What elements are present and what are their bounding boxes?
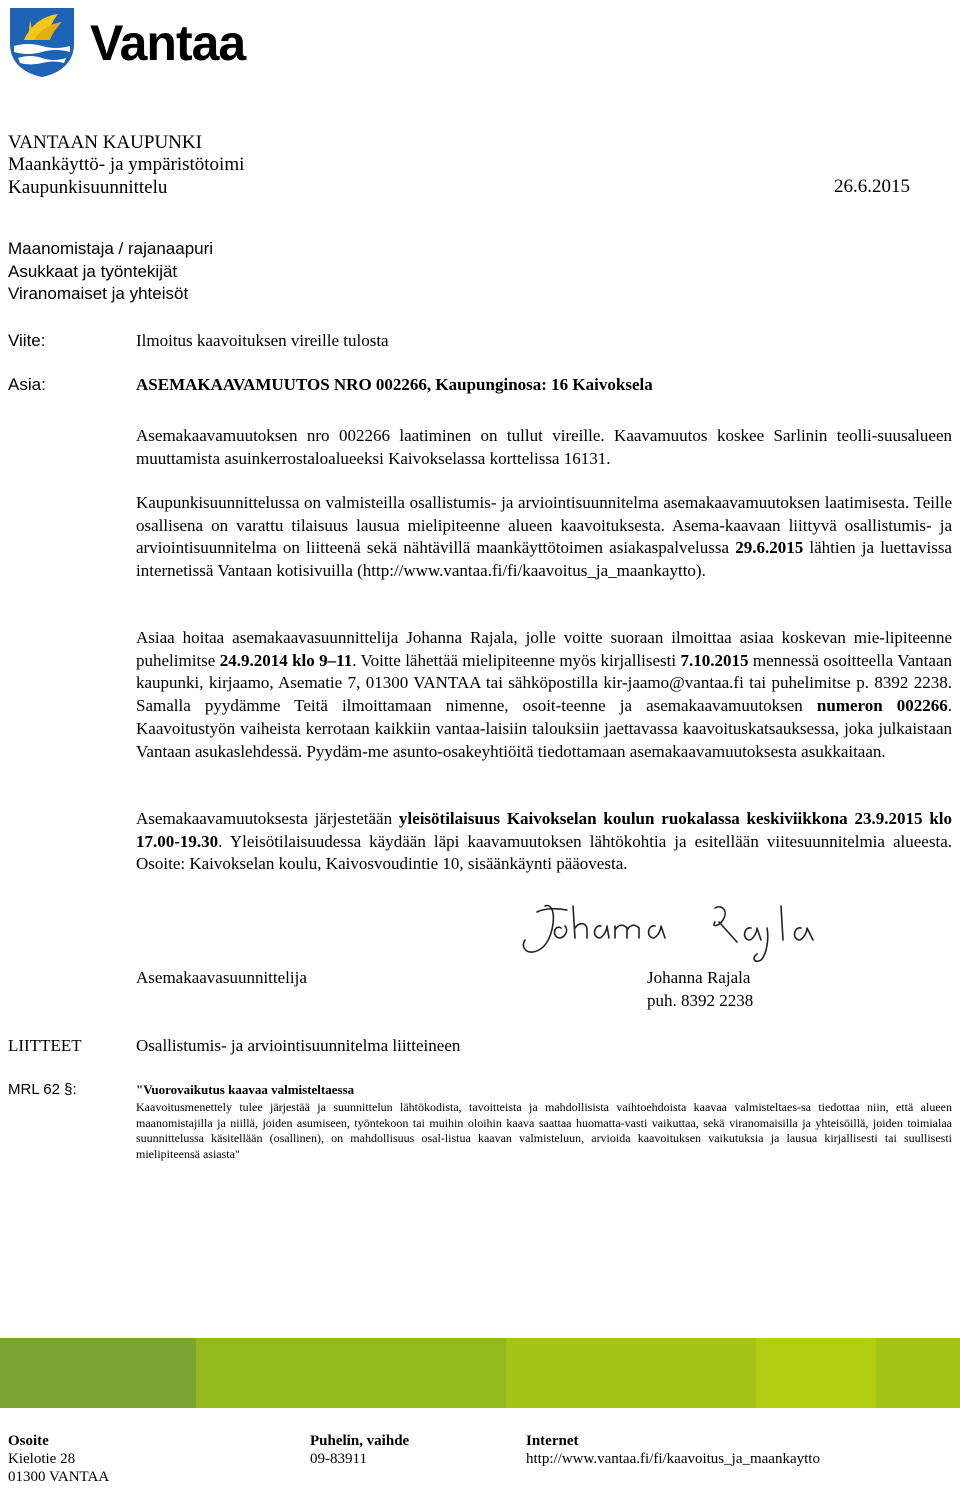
subject-value: ASEMAKAAVAMUUTOS NRO 002266, Kaupunginosa: 16 Kaivoksela: [136, 375, 653, 394]
paragraph-2: Kaupunkisuunnittelussa on valmisteilla osallistumis- ja arviointisuunnitelma asemakaavamuutoksen laatimisesta. Teille osallisena on varattu tilaisuus lausua mielipiteenne alueen kaavoituksesta. Asema-kaavaan liittyvä osallistumis- ja arviointisuunnitelma on liitteenä sekä nähtävillä maankäyttötoimen asiakaspalvelussa 29.6.2015 lähtien ja luettavissa internetissä Vantaan kotisivuilla (http://www.vantaa.fi/fi/kaavoitus_ja_maankaytto).: [136, 493, 952, 581]
subject-label: Asia:: [8, 375, 46, 394]
footer-phone-number: 09-83911: [310, 1451, 367, 1467]
footer-internet-link[interactable]: http://www.vantaa.fi/fi/kaavoitus_ja_maankaytto: [526, 1451, 820, 1467]
handwritten-signature: [515, 898, 835, 970]
vantaa-coat-of-arms-icon: [8, 6, 76, 78]
paragraph-3: Asiaa hoitaa asemakaavasuunnittelija Johanna Rajala, jolle voitte suoraan ilmoittaa asiaa koskevan mie-lipiteenne puhelimitse 24.9.2014 klo 9–11. Voitte lähettää mielipiteenne myös kirjallisesti 7.10.2015 mennessä osoitteella Vantaan kaupunki, kirjaamo, Asematie 7, 01300 VANTAA tai sähköpostilla kir-jaamo@vantaa.fi tai puhelimitse p. 8392 2238. Samalla pyydämme Teitä ilmoittamaan nimenne, osoit-teenne ja asemakaavamuutoksen numeron 002266. Kaavoitustyön vaiheista kerrotaan kaikkiin vantaa-laisiin talouksiin jaettavassa kaavoituskatsauksessa, joka julkaistaan Vantaan asukaslehdessä. Pyydäm-me asunto-osakeyhtiöitä tiedottamaan asemakaavamuutoksesta asukkaitaan.: [136, 628, 953, 761]
footer-stripe-2: [196, 1338, 506, 1408]
recipient-1: Maanomistaja / rajanaapuri: [8, 239, 214, 258]
paragraph-4: Asemakaavamuutoksesta järjestetään yleisötilaisuus Kaivokselan koulun ruokalassa keskiviikkona 23.9.2015 klo 17.00-19.30. Yleisötilaisuudessa käydään läpi kaavamuutoksen lähtökohtia ja esitellään viitesuunnitelmia alueesta. Osoite: Kaivokselan koulu, Kaivosvoudintie 10, sisäänkäynti pääovesta.: [136, 809, 952, 874]
mrl-label: MRL 62 §:: [8, 1081, 77, 1098]
footer-stripe-3: [506, 1338, 756, 1408]
mrl-title: "Vuorovaikutus kaavaa valmisteltaessa: [136, 1082, 355, 1097]
logo: [8, 6, 298, 78]
sender-org: VANTAAN KAUPUNKI: [8, 132, 202, 153]
footer-internet-label: Internet: [526, 1433, 579, 1449]
footer-internet: [526, 1432, 820, 1468]
recipients: [8, 238, 213, 306]
attachments-label: LIITTEET: [8, 1036, 82, 1055]
recipient-2: Asukkaat ja työntekijät: [8, 261, 178, 281]
footer-address-label: Osoite: [8, 1433, 49, 1449]
signer-name: Johanna Rajala: [647, 968, 751, 987]
footer-phone: [310, 1432, 409, 1468]
footer-stripe-1: [0, 1338, 196, 1408]
sender-dept: Maankäyttö- ja ympäristötoimi: [8, 154, 245, 175]
footer-address-line1: Kielotie 28: [8, 1451, 76, 1467]
paragraph-1: Asemakaavamuutoksen nro 002266 laatiminen on tullut vireille. Kaavamuutos koskee Sarlinin teolli-suusalueen muuttamista asuinkerrostaloalueeksi Kaivokselassa korttelissa 16131.: [136, 426, 952, 468]
attachments-value: Osallistumis- ja arviointisuunnitelma liitteineen: [136, 1036, 461, 1055]
sender-unit: Kaupunkisuunnittelu: [8, 177, 168, 198]
footer-phone-label: Puhelin, vaihde: [310, 1433, 410, 1449]
footer-stripe-4: [756, 1338, 876, 1408]
recipient-3: Viranomaiset ja yhteisöt: [8, 284, 189, 303]
footer-stripe-5: [876, 1338, 960, 1408]
signer-role: Asemakaavasuunnittelija: [136, 968, 307, 987]
ref-value: Ilmoitus kaavoituksen vireille tulosta: [136, 331, 389, 350]
letter-date: 26.6.2015: [834, 176, 910, 197]
sender-block: [8, 132, 948, 202]
signer-phone: puh. 8392 2238: [647, 991, 754, 1010]
mrl-text: Kaavoitusmenettely tulee järjestää ja suunnittelun lähtökodista, tavoitteista ja mahdollisista vaihtoehdoista kaavaa valmisteltaes-sa tiedottaa niin, että alueen maanomistajilla ja niillä, joiden asumiseen, työntekoon tai muihin oloihin kaava saattaa huomatta-vasti vaikuttaa, sekä viranomaisilla ja yhteisöillä, joiden toimialaa suunnittelussa käsitellään (osallinen), on mahdollisuus osal-listua kaavan valmisteluun, arvioida kaavoituksen vaikutuksia ja lausua kirjallisesti tai suullisesti mielipiteensä asiasta": [136, 1100, 952, 1161]
footer-address-line2: 01300 VANTAA: [8, 1469, 110, 1485]
view-date: 29.6.2015: [735, 538, 804, 558]
logo-wordmark: Vantaa: [90, 15, 246, 71]
ref-label: Viite:: [8, 331, 46, 350]
footer-address: [8, 1432, 109, 1486]
